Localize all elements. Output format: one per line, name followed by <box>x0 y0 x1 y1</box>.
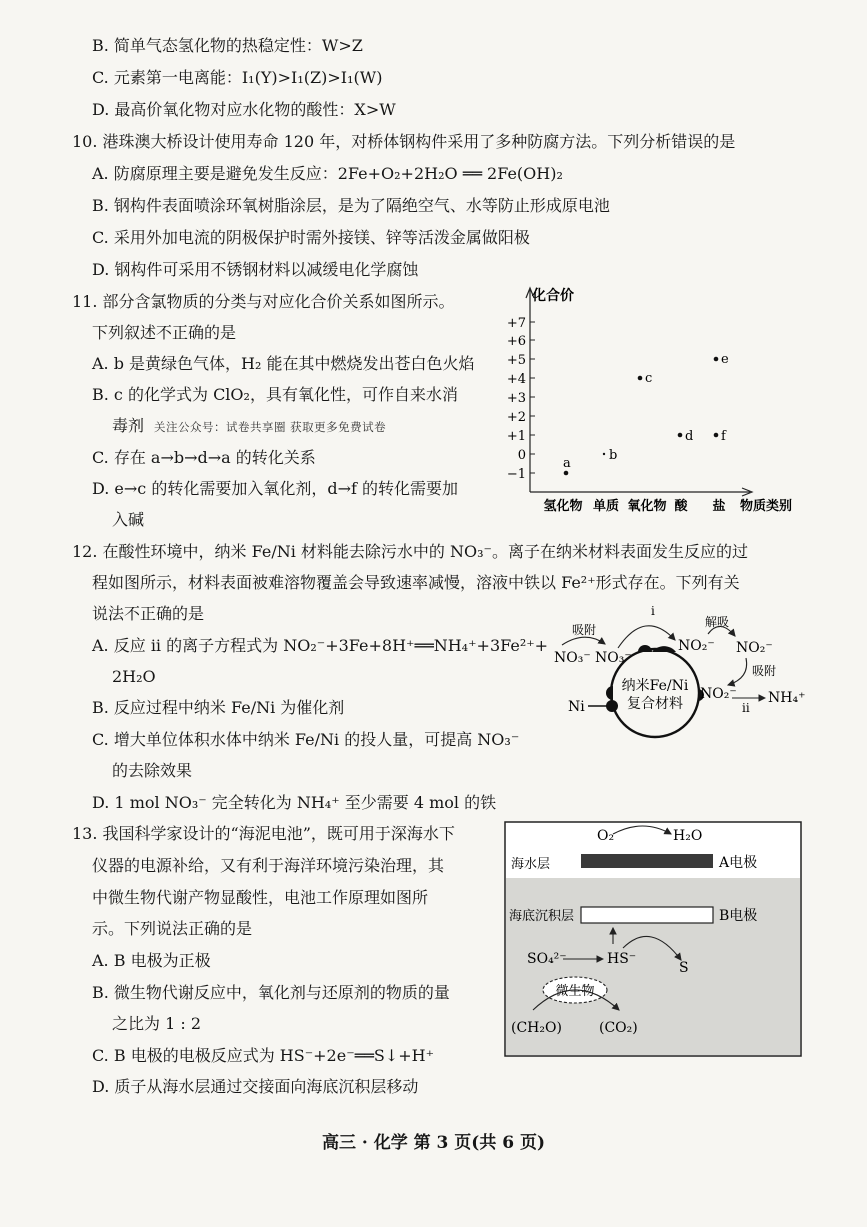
q12-stem-3: 说法不正确的是 <box>92 604 205 623</box>
tick-label: +2 <box>506 410 526 425</box>
sulfur-label: S <box>679 960 689 976</box>
category-label: 盐 <box>712 499 726 514</box>
point-label: a <box>563 456 571 471</box>
sediment-layer-label: 海底沉积层 <box>509 909 575 924</box>
microbe-label: 微生物 <box>555 984 595 999</box>
nh4-product: NH₄⁺ <box>768 690 806 706</box>
q13-stem-3: 中微生物代谢产物显酸性，电池工作原理如图所 <box>92 888 429 907</box>
x-axis-label: 物质类别 <box>739 499 793 514</box>
adsorb2-label: 吸附 <box>752 664 777 678</box>
point-label: b <box>609 448 618 463</box>
seawater-layer-label: 海水层 <box>511 857 551 872</box>
point-c <box>638 376 643 381</box>
sea-mud-battery-diagram <box>503 820 803 1060</box>
q11-option-b: B. c 的化学式为 ClO₂，具有氧化性，可作自来水消 <box>92 385 458 404</box>
q11-option-b-text: 毒剂 <box>112 416 145 435</box>
point-label: f <box>721 429 726 444</box>
q13-option-a: A. B 电极为正极 <box>92 951 211 970</box>
desorb-label: 解吸 <box>705 615 730 629</box>
q9-option-b: B. 简单气态氢化物的热稳定性：W>Z <box>92 36 363 55</box>
co2-label: (CO₂) <box>599 1020 638 1036</box>
point-label: d <box>685 429 694 444</box>
category-label: 氧化物 <box>627 499 667 514</box>
promo-note: 关注公众号：试卷共享圈 获取更多免费试卷 <box>154 420 387 434</box>
no2-released: NO₂⁻ <box>736 640 773 656</box>
q12-option-a-cont: 2H₂O <box>112 667 156 686</box>
q13-option-c: C. B 电极的电极反应式为 HS⁻+2e⁻══S↓+H⁺ <box>92 1046 435 1065</box>
q13-stem-1: 13. 我国科学家设计的“海泥电池”，既可用于深海水下 <box>72 824 455 843</box>
point-a <box>564 471 569 476</box>
tick-label: +6 <box>506 334 526 349</box>
sulfate-label: SO₄²⁻ <box>527 951 567 967</box>
no2-top: NO₂⁻ <box>678 638 715 654</box>
q11-option-d: D. e→c 的转化需要加入氧化剂，d→f 的转化需要加 <box>92 479 459 498</box>
step-i-label: i <box>651 604 655 618</box>
material-label-1: 纳米Fe/Ni <box>621 678 689 694</box>
electrode-b <box>581 907 713 923</box>
q12-option-c: C. 增大单位体积水体中纳米 Fe/Ni 的投人量，可提高 NO₃⁻ <box>92 730 520 749</box>
point-b <box>603 453 605 455</box>
q13-option-b: B. 微生物代谢反应中，氧化剂与还原剂的物质的量 <box>92 983 450 1002</box>
tick-label: −1 <box>506 467 526 482</box>
q12-stem-2: 程如图所示，材料表面被难溶物覆盖会导致速率减慢，溶液中铁以 Fe²⁺形式存在。下列有关 <box>92 573 740 592</box>
q13-option-b-cont: 之比为 1 : 2 <box>112 1014 202 1033</box>
material-label-2: 复合材料 <box>627 696 683 712</box>
valence-diagram <box>500 280 810 520</box>
ch2o-label: (CH₂O) <box>511 1020 562 1036</box>
electrode-b-label: B电极 <box>719 908 758 924</box>
q12-option-a: A. 反应 ii 的离子方程式为 NO₂⁻+3Fe+8H⁺══NH₄⁺+3Fe²⁺+ <box>92 636 549 655</box>
q10-option-c: C. 采用外加电流的阴极保护时需外接镁、锌等活泼金属做阳极 <box>92 228 530 247</box>
category-label: 单质 <box>592 499 620 514</box>
tick-label: +4 <box>506 372 526 387</box>
q11-option-b-cont <box>112 415 386 438</box>
adsorb-label: 吸附 <box>572 623 597 637</box>
category-label: 酸 <box>674 499 688 514</box>
q13-stem-2: 仪器的电源补给，又有利于海洋环境污染治理，其 <box>92 856 445 875</box>
electrode-a-label: A电极 <box>719 855 758 871</box>
tick-label: 0 <box>517 448 526 463</box>
hs-label: HS⁻ <box>607 951 637 967</box>
q12-option-c-cont: 的去除效果 <box>112 761 193 780</box>
point-label: c <box>645 371 653 386</box>
q13-stem-4: 示。下列说法正确的是 <box>92 919 253 938</box>
step-ii-label: ii <box>742 701 750 715</box>
q11-stem: 11. 部分含氯物质的分类与对应化合价关系如图所示。 <box>72 292 455 311</box>
q10-option-d: D. 钢构件可采用不锈钢材料以减缓电化学腐蚀 <box>92 260 419 279</box>
no3-adsorbed: NO₃⁻ <box>595 650 632 666</box>
point-e <box>714 357 719 362</box>
point-label: e <box>721 352 729 367</box>
point-f <box>714 433 719 438</box>
q10-option-a: A. 防腐原理主要是避免发生反应：2Fe+O₂+2H₂O ══ 2Fe(OH)₂ <box>92 164 563 183</box>
y-axis-label: 化合价 <box>532 288 574 304</box>
tick-label: +7 <box>506 316 526 331</box>
tick-label: +3 <box>506 391 526 406</box>
point-d <box>678 433 683 438</box>
q11-option-c: C. 存在 a→b→d→a 的转化关系 <box>92 448 316 467</box>
q11-stem-2: 下列叙述不正确的是 <box>92 323 237 342</box>
q9-option-c: C. 元素第一电离能：I₁(Y)>I₁(Z)>I₁(W) <box>92 68 383 87</box>
ni-label: Ni <box>568 699 585 715</box>
no3-solution: NO₃⁻ <box>554 650 591 666</box>
no2-adsorbed: NO₂⁻ <box>700 686 737 702</box>
q12-option-d: D. 1 mol NO₃⁻ 完全转化为 NH₄⁺ 至少需要 4 mol 的铁 <box>92 793 497 812</box>
category-label: 氢化物 <box>543 499 583 514</box>
q12-stem-1: 12. 在酸性环境中，纳米 Fe/Ni 材料能去除污水中的 NO₃⁻。离子在纳米材料表面发生反应的过 <box>72 542 748 561</box>
o2-label: O₂ <box>597 828 615 844</box>
q11-option-d-cont: 入碱 <box>112 510 145 529</box>
q9-option-d: D. 最高价氧化物对应水化物的酸性：X>W <box>92 100 396 119</box>
q10-option-b: B. 钢构件表面喷涂环氧树脂涂层，是为了隔绝空气、水等防止形成原电池 <box>92 196 610 215</box>
tick-label: +5 <box>506 353 526 368</box>
electrode-a <box>581 854 713 868</box>
nano-material-diagram <box>540 600 806 750</box>
tick-label: +1 <box>506 429 526 444</box>
q11-option-a: A. b 是黄绿色气体，H₂ 能在其中燃烧发出苍白色火焰 <box>92 354 475 373</box>
q13-option-d: D. 质子从海水层通过交接面向海底沉积层移动 <box>92 1077 419 1096</box>
q10-stem: 10. 港珠澳大桥设计使用寿命 120 年，对桥体钢构件采用了多种防腐方法。下列分析错误的是 <box>72 132 736 151</box>
page-footer: 高三 · 化学 第 3 页(共 6 页) <box>321 1133 546 1153</box>
q12-option-b: B. 反应过程中纳米 Fe/Ni 为催化剂 <box>92 698 345 717</box>
h2o-label: H₂O <box>673 828 703 844</box>
